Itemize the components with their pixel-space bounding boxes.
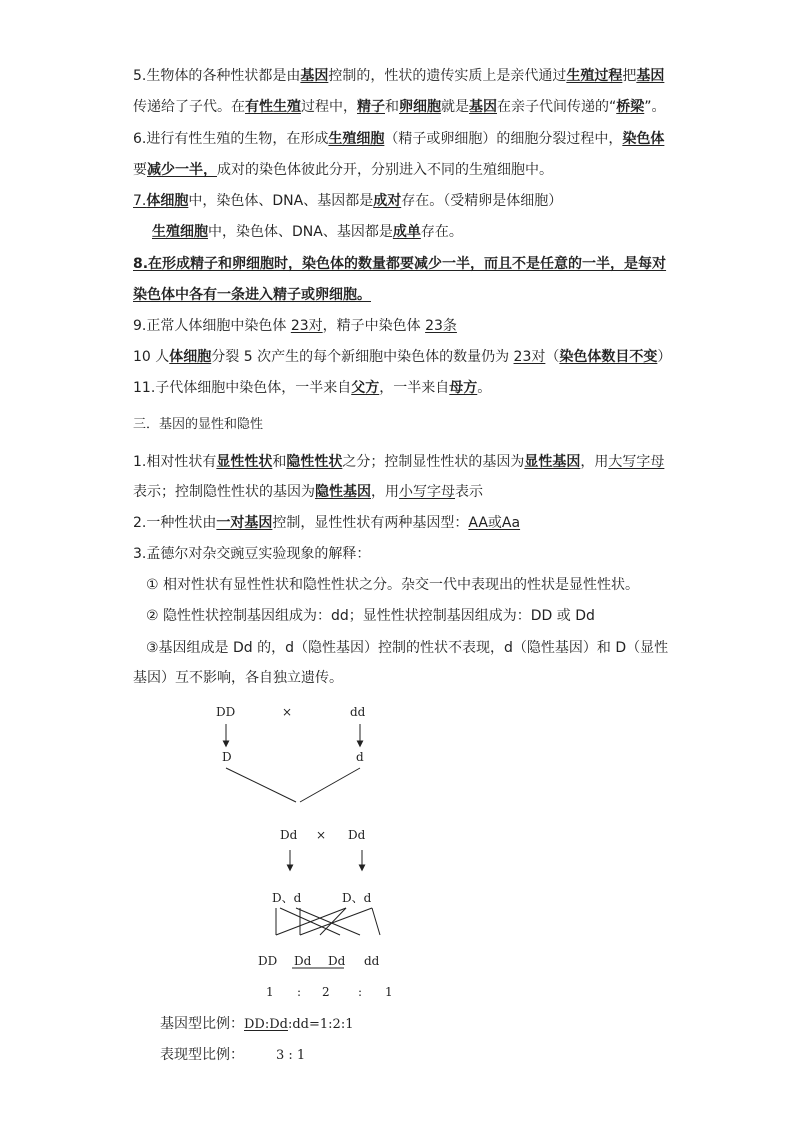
- text: 之分；控制显性性状的基因为: [342, 454, 525, 470]
- text: 1.相对性状有: [133, 454, 217, 470]
- s3-item2: [133, 513, 520, 533]
- text: ，精子中染色体: [322, 318, 426, 334]
- para-7-line2: [152, 222, 463, 242]
- term-reproduction: 生殖过程: [566, 68, 623, 84]
- pairing-line: [372, 908, 380, 935]
- text: 中，染色体、DNA、基因都是: [208, 224, 393, 240]
- parent-dd-dominant: DD: [216, 705, 236, 719]
- text: （: [545, 349, 560, 365]
- cross-symbol: ×: [282, 705, 293, 719]
- text: 11.子代体细胞中染色体，一半来自: [133, 380, 352, 396]
- s3-item1-line1: [133, 452, 664, 472]
- term-gene-pair: 一对基因: [216, 515, 273, 531]
- term-somatic: 体细胞: [146, 193, 189, 209]
- text: ”。: [644, 99, 666, 115]
- text: 要: [133, 162, 147, 178]
- para-5-line1: [133, 66, 664, 86]
- term-germ-cell: 生殖细胞: [328, 131, 385, 147]
- para-9: [133, 316, 457, 336]
- s3-item1-line2: [133, 482, 483, 502]
- text: ）: [657, 349, 672, 365]
- ratio-2: 2: [322, 985, 330, 999]
- s3-item3-title: 3.孟德尔对杂交豌豆实验现象的解释：: [133, 546, 371, 562]
- text: 9.正常人体细胞中染色体: [133, 318, 291, 334]
- phenotype-ratio: [160, 1045, 305, 1066]
- text: 染色体中各有一条进入精子或卵细胞。: [133, 287, 371, 303]
- term-gene: 基因: [300, 68, 329, 84]
- term-sexual: 有性生殖: [245, 99, 301, 115]
- label: 基因型比例：: [160, 1016, 244, 1032]
- value-23-pairs: 23对: [513, 349, 546, 365]
- combine-line: [226, 768, 296, 802]
- ratio-1: 1: [266, 985, 274, 999]
- text: 5.生物体的各种性状都是由: [133, 68, 301, 84]
- term-egg: 卵细胞: [399, 99, 441, 115]
- ratio-1: 1: [385, 985, 393, 999]
- pairing-line: [296, 908, 360, 935]
- term-uppercase: 大写字母: [608, 454, 665, 470]
- term-sperm: 精子: [357, 99, 385, 115]
- term-unchanged: 染色体数目不变: [559, 349, 658, 365]
- genotype-ratio-value: DD:Dd: [244, 1017, 288, 1032]
- text: 7.: [133, 193, 147, 209]
- ratio-sep: :: [297, 985, 302, 999]
- term-paired: 成对: [373, 193, 402, 209]
- label: 表现型比例：: [160, 1047, 244, 1063]
- s3-item3-point3-line2: 基因）互不影响，各自独立遗传。: [133, 670, 343, 686]
- text: 和: [272, 454, 287, 470]
- term-chromosome: 染色体: [622, 131, 665, 147]
- pairing-line: [280, 908, 340, 935]
- term-somatic: 体细胞: [169, 349, 212, 365]
- value-23: 23条: [425, 318, 457, 334]
- s3-item3-point2: ② 隐性性状控制基因组成为：dd；显性性状控制基因组成为：DD 或 Dd: [146, 608, 595, 624]
- text: 存在。: [420, 224, 463, 240]
- gamete-D: D: [222, 750, 232, 764]
- text: ，一半来自: [379, 380, 450, 396]
- phenotype-ratio-value: 3 : 1: [276, 1048, 306, 1063]
- text: 。: [477, 380, 492, 396]
- text: 把: [622, 68, 637, 84]
- para-8-line1: [133, 254, 666, 274]
- term-half: 减少一半，: [147, 162, 217, 178]
- f1-left: Dd: [280, 828, 298, 842]
- para-6-line2: [133, 160, 553, 180]
- gametes-left: D、d: [272, 891, 302, 905]
- text: 8.在形成精子和卵细胞时，染色体的数量都要减少一半，而且不是任意的一半，是每对: [133, 256, 667, 272]
- term-dominant-gene: 显性基因: [524, 454, 581, 470]
- text: （精子或卵细胞）的细胞分裂过程中，: [384, 131, 623, 147]
- term-dominant-trait: 显性性状: [216, 454, 273, 470]
- pairing-line: [276, 908, 346, 935]
- value-23-pairs: 23对: [290, 318, 323, 334]
- para-11: [133, 378, 491, 398]
- genotype-ratio-value: :dd=1:2:1: [287, 1017, 354, 1032]
- term-gene: 基因: [636, 68, 665, 84]
- text: 分裂 5 次产生的每个新细胞中染色体的数量仍为: [211, 349, 514, 365]
- text: 控制，显性性状有两种基因型：: [272, 515, 469, 531]
- text: 6.进行有性生殖的生物，在形成: [133, 131, 329, 147]
- f1-right: Dd: [348, 828, 366, 842]
- text: 存在。（受精卵是体细胞）: [401, 193, 563, 209]
- s3-item3-point1: ① 相对性状有显性性状和隐性性状之分。杂交一代中表现出的性状是显性性状。: [146, 577, 639, 593]
- offspring-Dd: Dd: [328, 954, 346, 968]
- genotype-ratio: [160, 1014, 353, 1035]
- pairing-line: [320, 908, 346, 935]
- text: 就是: [441, 99, 469, 115]
- gamete-d: d: [356, 750, 364, 764]
- cross-symbol: ×: [316, 828, 327, 842]
- para-6-line1: [133, 129, 664, 149]
- text: 10 人: [133, 349, 170, 365]
- parent-dd-recessive: dd: [350, 705, 366, 719]
- term-single: 成单: [392, 224, 421, 240]
- text: 2.一种性状由: [133, 515, 217, 531]
- term-germ-cell: 生殖细胞: [152, 224, 208, 240]
- text: 传递给了子代。在: [133, 99, 245, 115]
- term-mother: 母方: [449, 380, 478, 396]
- text: 过程中，: [301, 99, 357, 115]
- para-5-line2: [133, 97, 666, 117]
- text: 表示；控制隐性性状的基因为: [133, 484, 315, 500]
- text: 中，染色体、DNA、基因都是: [188, 193, 374, 209]
- text: 控制的，性状的遗传实质上是亲代通过: [328, 68, 567, 84]
- section-title: 三．基因的显性和隐性: [133, 417, 264, 432]
- term-bridge: 桥梁: [616, 99, 645, 115]
- ratio-sep: :: [358, 985, 363, 999]
- text: ，用: [580, 454, 609, 470]
- term-recessive-trait: 隐性性状: [286, 454, 343, 470]
- s3-item3-point3-line1: ③基因组成是 Dd 的，d（隐性基因）控制的性状不表现，d（隐性基因）和 D（显性: [146, 640, 669, 656]
- offspring-Dd: Dd: [294, 954, 312, 968]
- combine-line: [300, 768, 360, 802]
- para-7-line1: [133, 191, 562, 211]
- offspring-dd: dd: [364, 954, 380, 968]
- offspring-DD: DD: [258, 954, 278, 968]
- genotypes: AA或Aa: [468, 515, 521, 531]
- gametes-right: D、d: [342, 891, 372, 905]
- pairing-line: [300, 908, 372, 935]
- term-father: 父方: [351, 380, 380, 396]
- punnett-lines: [276, 908, 380, 935]
- term-recessive-gene: 隐性基因: [315, 484, 371, 500]
- term-gene: 基因: [469, 99, 497, 115]
- text: 表示: [455, 484, 483, 500]
- para-10: [133, 347, 671, 367]
- para-8-line2: [133, 285, 371, 305]
- text: 成对的染色体彼此分开，分别进入不同的生殖细胞中。: [217, 162, 553, 178]
- term-lowercase: 小写字母: [399, 484, 455, 500]
- text: ，用: [371, 484, 399, 500]
- text: 在亲子代间传递的“: [497, 99, 617, 115]
- text: 和: [385, 99, 399, 115]
